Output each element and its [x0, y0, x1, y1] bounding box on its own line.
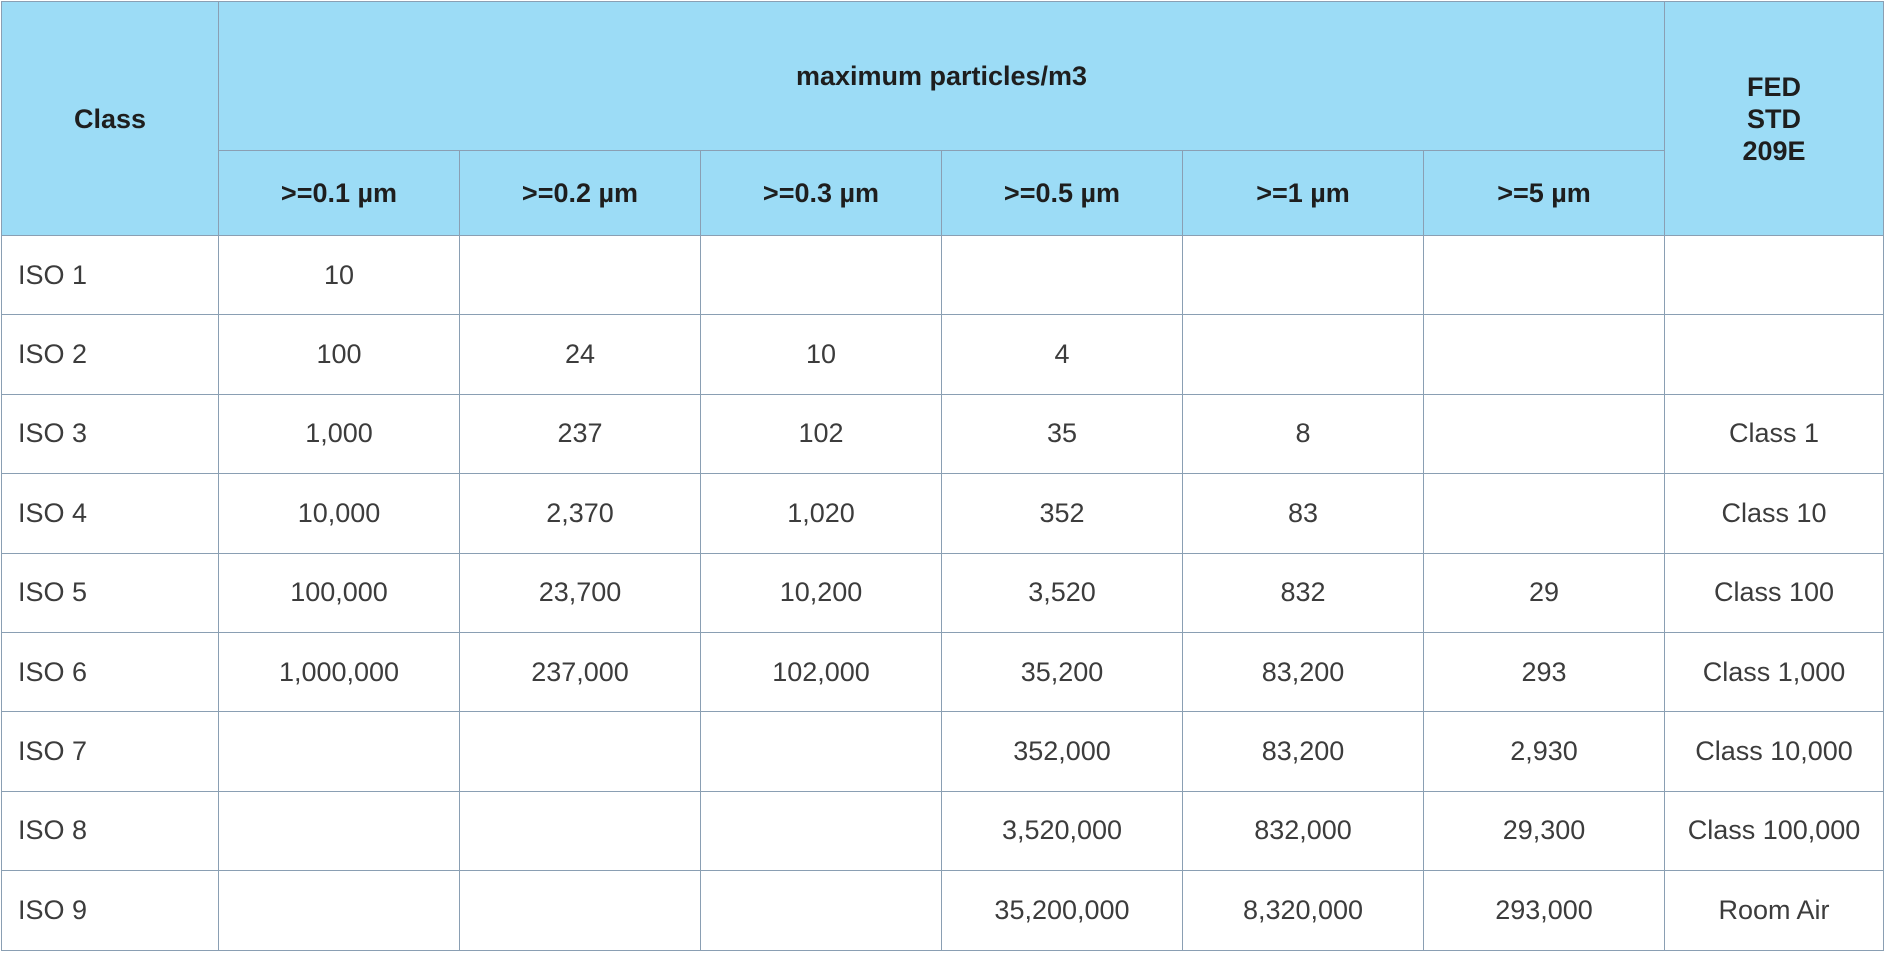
particle-count-cell: [1424, 315, 1665, 394]
particle-count-cell: [460, 871, 701, 950]
iso-class-cell: ISO 1: [2, 236, 219, 315]
particle-count-cell: 352: [942, 474, 1183, 553]
particle-count-cell: 35,200: [942, 632, 1183, 711]
iso-class-cell: ISO 7: [2, 712, 219, 791]
particle-count-cell: 23,700: [460, 553, 701, 632]
iso-class-cell: ISO 8: [2, 791, 219, 870]
particle-count-cell: 237: [460, 394, 701, 473]
particle-count-cell: 4: [942, 315, 1183, 394]
particle-count-cell: 10: [219, 236, 460, 315]
particle-count-cell: 102: [701, 394, 942, 473]
particle-count-cell: 83,200: [1183, 712, 1424, 791]
header-row-sizes: [2, 151, 1884, 236]
table-row: [2, 315, 1884, 394]
fed-std-cell: Room Air: [1665, 871, 1884, 950]
table-body: [2, 236, 1884, 951]
table-row: [2, 712, 1884, 791]
particle-count-cell: [219, 871, 460, 950]
particle-count-cell: 10,000: [219, 474, 460, 553]
particle-count-cell: [942, 236, 1183, 315]
size-column-header: >=1 µm: [1183, 151, 1424, 236]
iso-class-cell: ISO 6: [2, 632, 219, 711]
max-particles-group-header: maximum particles/m3: [219, 2, 1665, 151]
particle-count-cell: 24: [460, 315, 701, 394]
particle-count-cell: [1424, 236, 1665, 315]
particle-count-cell: 100: [219, 315, 460, 394]
particle-count-cell: [460, 791, 701, 870]
particle-count-cell: [1424, 474, 1665, 553]
particle-count-cell: [701, 236, 942, 315]
table-row: [2, 632, 1884, 711]
particle-count-cell: 8,320,000: [1183, 871, 1424, 950]
fed-std-cell: Class 1,000: [1665, 632, 1884, 711]
particle-count-cell: 832,000: [1183, 791, 1424, 870]
particle-count-cell: 83: [1183, 474, 1424, 553]
particle-count-cell: 352,000: [942, 712, 1183, 791]
cleanroom-classification-table: [1, 1, 1884, 951]
particle-count-cell: 1,000,000: [219, 632, 460, 711]
particle-count-cell: 1,000: [219, 394, 460, 473]
particle-count-cell: 293: [1424, 632, 1665, 711]
fed-std-cell: [1665, 236, 1884, 315]
iso-class-cell: ISO 5: [2, 553, 219, 632]
particle-count-cell: 29,300: [1424, 791, 1665, 870]
particle-count-cell: 100,000: [219, 553, 460, 632]
header-row-top: [2, 2, 1884, 151]
particle-count-cell: 2,930: [1424, 712, 1665, 791]
table-row: [2, 394, 1884, 473]
particle-count-cell: 10: [701, 315, 942, 394]
particle-count-cell: [701, 791, 942, 870]
size-column-header: >=5 µm: [1424, 151, 1665, 236]
particle-count-cell: [460, 712, 701, 791]
size-column-header: >=0.1 µm: [219, 151, 460, 236]
size-column-header: >=0.2 µm: [460, 151, 701, 236]
particle-count-cell: 3,520: [942, 553, 1183, 632]
iso-class-cell: ISO 3: [2, 394, 219, 473]
particle-count-cell: 2,370: [460, 474, 701, 553]
particle-count-cell: 10,200: [701, 553, 942, 632]
particle-count-cell: 8: [1183, 394, 1424, 473]
iso-class-cell: ISO 4: [2, 474, 219, 553]
table-row: [2, 553, 1884, 632]
fed-std-cell: Class 100: [1665, 553, 1884, 632]
particle-count-cell: [219, 791, 460, 870]
particle-count-cell: 83,200: [1183, 632, 1424, 711]
fed-header-line: 209E: [1742, 135, 1806, 166]
iso-class-cell: ISO 9: [2, 871, 219, 950]
table-row: [2, 474, 1884, 553]
particle-count-cell: 1,020: [701, 474, 942, 553]
fed-std-cell: Class 10: [1665, 474, 1884, 553]
particle-count-cell: [1183, 236, 1424, 315]
fed-std-cell: [1665, 315, 1884, 394]
particle-count-cell: [1424, 394, 1665, 473]
particle-count-cell: [460, 236, 701, 315]
fed-std-cell: Class 100,000: [1665, 791, 1884, 870]
particle-count-cell: [219, 712, 460, 791]
fed-std-cell: Class 1: [1665, 394, 1884, 473]
fed-header-line: STD: [1747, 103, 1802, 134]
particle-count-cell: 3,520,000: [942, 791, 1183, 870]
particle-count-cell: 237,000: [460, 632, 701, 711]
fed-header-line: FED: [1747, 71, 1802, 102]
particle-count-cell: 832: [1183, 553, 1424, 632]
particle-count-cell: [701, 712, 942, 791]
particle-count-cell: 35,200,000: [942, 871, 1183, 950]
particle-count-cell: 293,000: [1424, 871, 1665, 950]
class-column-header: Class: [2, 2, 219, 236]
fed-std-cell: Class 10,000: [1665, 712, 1884, 791]
iso-class-cell: ISO 2: [2, 315, 219, 394]
table-row: [2, 236, 1884, 315]
particle-count-cell: [701, 871, 942, 950]
table-row: [2, 791, 1884, 870]
particle-count-cell: 35: [942, 394, 1183, 473]
size-column-header: >=0.5 µm: [942, 151, 1183, 236]
size-column-header: >=0.3 µm: [701, 151, 942, 236]
fed-std-column-header: [1665, 2, 1884, 236]
table-row: [2, 871, 1884, 950]
particle-count-cell: 102,000: [701, 632, 942, 711]
particle-count-cell: 29: [1424, 553, 1665, 632]
particle-count-cell: [1183, 315, 1424, 394]
